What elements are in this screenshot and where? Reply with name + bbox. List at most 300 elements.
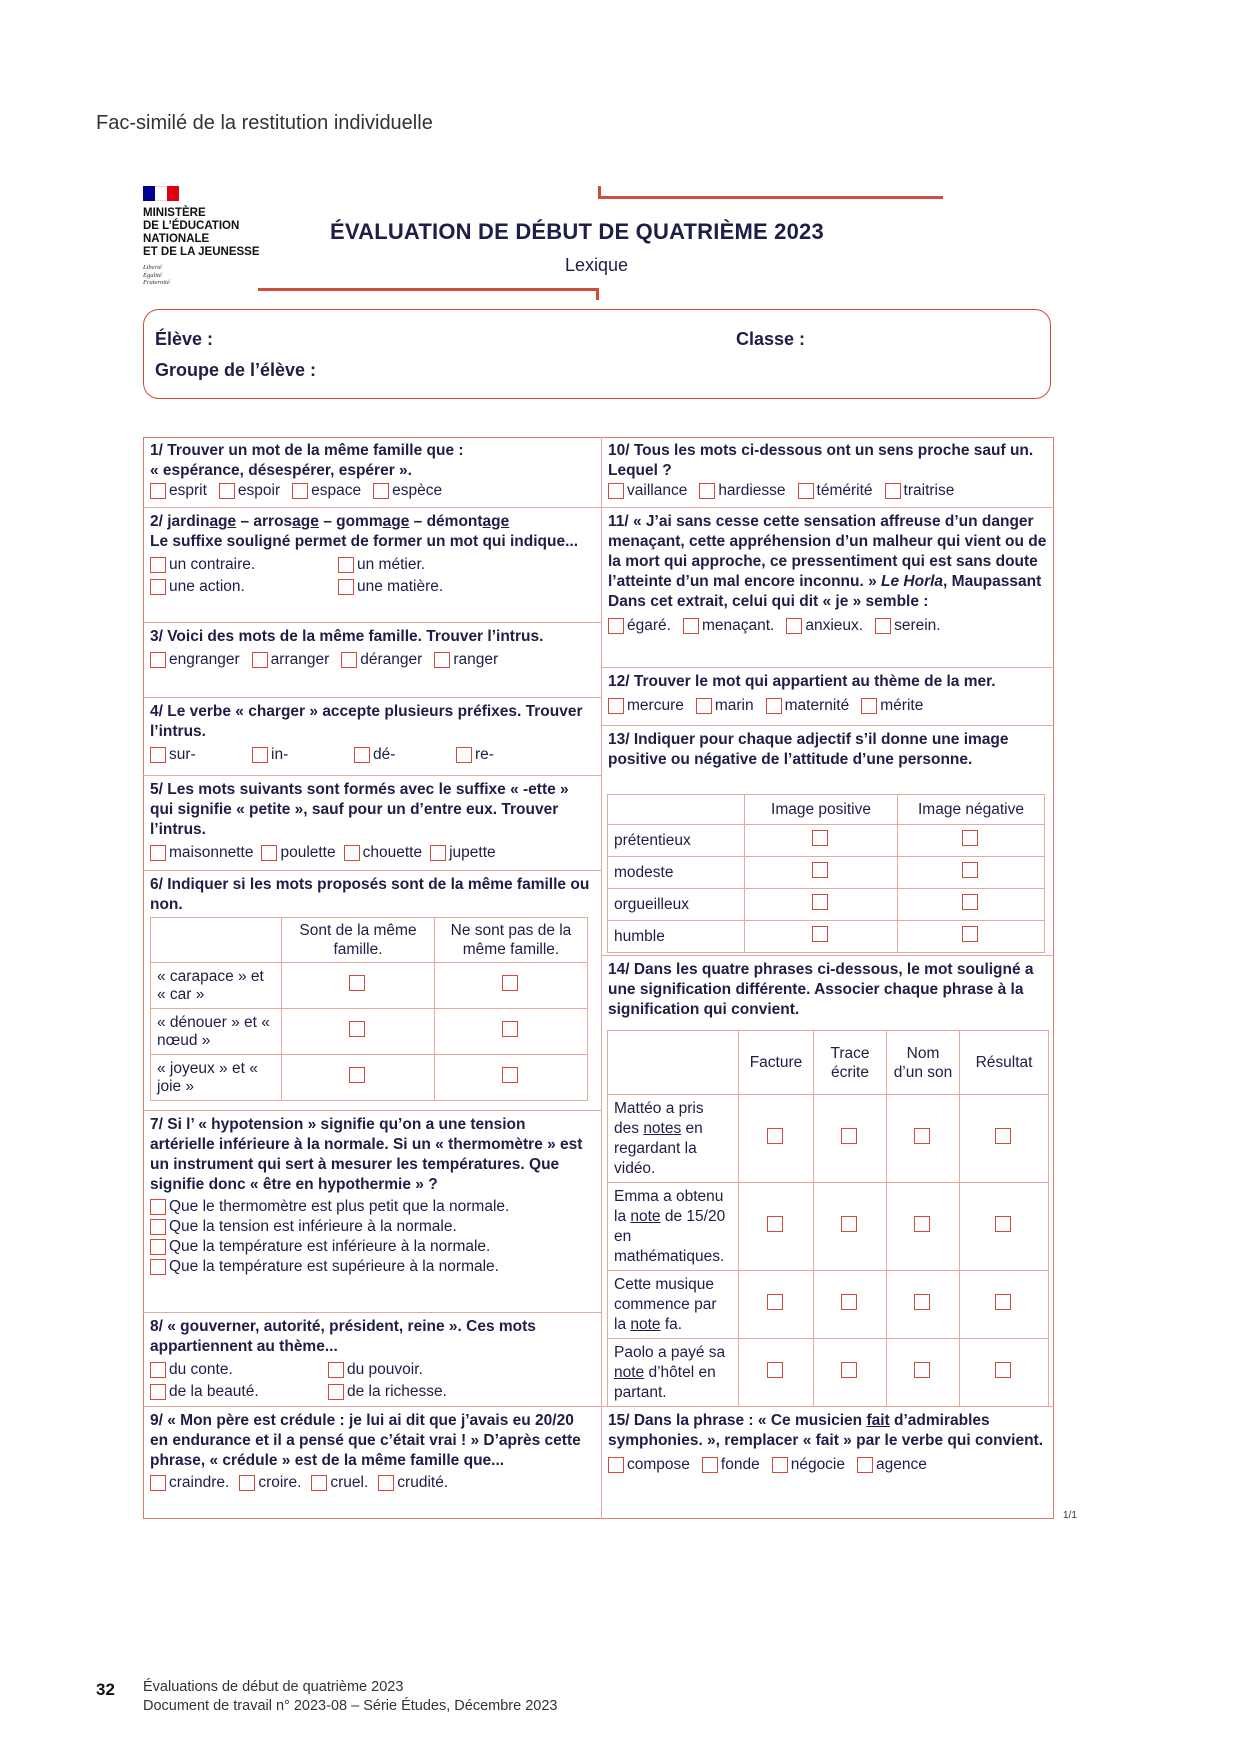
checkbox[interactable] — [841, 1216, 857, 1232]
underlined-suffix: age — [209, 513, 237, 530]
sentence-text: fa. — [660, 1315, 683, 1333]
student-group-label: Groupe de l’élève : — [155, 360, 317, 380]
option[interactable] — [150, 1237, 594, 1257]
row-label: prétentieux — [608, 825, 745, 857]
question-12-text: 12/ Trouver le mot qui appartient au thème de la mer. — [608, 673, 996, 690]
question-15-options — [608, 1455, 1047, 1475]
checkbox[interactable] — [344, 845, 360, 861]
option[interactable] — [766, 696, 850, 716]
checkbox[interactable] — [857, 1457, 873, 1473]
option-label: marin — [714, 697, 754, 714]
question-text: 15/ Dans la phrase : « Ce musicien — [608, 1412, 867, 1429]
option[interactable] — [354, 745, 444, 765]
checkbox[interactable] — [914, 1216, 930, 1232]
checkbox[interactable] — [995, 1216, 1011, 1232]
option[interactable] — [608, 481, 687, 501]
option-label: crudité. — [397, 1474, 449, 1491]
question-8-options — [150, 1360, 594, 1402]
checkbox[interactable] — [252, 652, 268, 668]
underlined-word: note — [630, 1207, 661, 1225]
option-label: hardiesse — [718, 482, 786, 499]
ministry-name-line: DE L’ÉDUCATION — [143, 220, 240, 232]
option[interactable] — [261, 843, 335, 863]
option-label: du pouvoir. — [347, 1361, 423, 1378]
option[interactable] — [150, 843, 253, 863]
option[interactable] — [328, 1360, 516, 1380]
checkbox[interactable] — [150, 1475, 166, 1491]
checkbox[interactable] — [373, 483, 389, 499]
checkbox[interactable] — [696, 698, 712, 714]
checkbox[interactable] — [995, 1128, 1011, 1144]
question-2-words — [150, 512, 594, 532]
sentence-text: d’hôtel en partant. — [614, 1363, 716, 1401]
checkbox[interactable] — [150, 1384, 166, 1400]
question-1-options — [150, 481, 594, 501]
checkbox[interactable] — [150, 652, 166, 668]
checkbox[interactable] — [349, 975, 365, 991]
question-3-text: 3/ Voici des mots de la même famille. Trouver l’intrus. — [150, 628, 544, 645]
checkbox[interactable] — [338, 557, 354, 573]
checkbox[interactable] — [150, 1362, 166, 1378]
option-label: vaillance — [627, 482, 688, 499]
checkbox[interactable] — [150, 557, 166, 573]
option-label: poulette — [280, 844, 336, 861]
option[interactable] — [683, 616, 774, 636]
option[interactable] — [338, 555, 526, 575]
underlined-word: note — [630, 1315, 661, 1333]
option[interactable] — [786, 616, 863, 636]
cell — [739, 1095, 814, 1183]
option-label: croire. — [258, 1474, 302, 1491]
student-info-box — [143, 309, 1051, 399]
question-5-text: 5/ Les mots suivants sont formés avec le suffixe « -ette » qui signifie « petite », sauf pour un d’entre eux. Trouver l’intrus. — [150, 781, 569, 838]
underlined-suffix: age — [292, 513, 319, 530]
cell — [745, 825, 898, 857]
document-title: ÉVALUATION DE DÉBUT DE QUATRIÈME 2023 — [330, 219, 824, 244]
question-11 — [601, 508, 1054, 636]
question-6-table — [150, 917, 588, 1101]
student-label: Élève : — [155, 329, 214, 349]
option[interactable] — [861, 696, 923, 716]
option[interactable] — [252, 745, 342, 765]
checkbox[interactable] — [766, 698, 782, 714]
cell — [745, 889, 898, 921]
option-label: du conte. — [169, 1361, 233, 1378]
checkbox[interactable] — [962, 830, 978, 846]
document-subtitle: Lexique — [565, 255, 629, 275]
checkbox[interactable] — [150, 1199, 166, 1215]
option-label: déranger — [360, 651, 423, 668]
checkbox[interactable] — [699, 483, 715, 499]
question-14 — [601, 956, 1054, 1020]
checkbox[interactable] — [798, 483, 814, 499]
cell — [814, 1339, 887, 1407]
checkbox[interactable] — [772, 1457, 788, 1473]
row-label: « dénouer » et « nœud » — [151, 1009, 282, 1055]
motto-line: Fraternité — [143, 279, 170, 286]
footer-line: Évaluations de début de quatrième 2023 — [143, 1679, 404, 1695]
quote-text: 11/ « J’ai sans cesse cette sensation affreuse d’un danger menaçant, cette appréhension d’un malheur qui vient ou de la mort qui approche, ce pressentiment qui est sans doute l’atteinte d’un mal encore inconnu. » — [608, 513, 1047, 590]
ministry-name-line: NATIONALE — [143, 233, 210, 245]
sentence-text: Paolo a payé sa — [614, 1343, 726, 1361]
cell — [960, 1183, 1049, 1271]
option[interactable] — [885, 481, 955, 501]
cell — [960, 1095, 1049, 1183]
checkbox[interactable] — [786, 618, 802, 634]
cell — [814, 1095, 887, 1183]
separator: – — [236, 513, 254, 530]
cell — [898, 825, 1045, 857]
header-line-top — [598, 196, 943, 199]
option[interactable] — [378, 1473, 448, 1493]
option-label: esprit — [169, 482, 207, 499]
word-stem: arros — [253, 513, 293, 530]
sentence-text: Emma a obtenu la — [614, 1187, 724, 1225]
option-label: un contraire. — [169, 556, 256, 573]
checkbox[interactable] — [338, 579, 354, 595]
separator: – — [318, 513, 337, 530]
option-label: arranger — [270, 651, 330, 668]
motto-line: Liberté — [143, 264, 162, 271]
checkbox[interactable] — [150, 1239, 166, 1255]
option-label: maisonnette — [169, 844, 254, 861]
checkbox[interactable] — [434, 652, 450, 668]
question-5 — [143, 776, 601, 863]
cell — [282, 1009, 435, 1055]
row-label: humble — [608, 921, 745, 953]
cell — [898, 857, 1045, 889]
option[interactable] — [150, 555, 326, 575]
checkbox[interactable] — [349, 1021, 365, 1037]
cell — [282, 1055, 435, 1101]
cell — [739, 1339, 814, 1407]
checkbox[interactable] — [608, 698, 624, 714]
option-label: agence — [876, 1456, 927, 1473]
question-14-text: 14/ Dans les quatre phrases ci-dessous, le mot souligné a une signification différente. Associer chaque phrase à la signification qui convient. — [608, 961, 1034, 1018]
option-label: serein. — [894, 617, 941, 634]
checkbox[interactable] — [608, 1457, 624, 1473]
checkbox[interactable] — [812, 862, 828, 878]
footer-line: Document de travail n° 2023-08 – Série Études, Décembre 2023 — [143, 1698, 558, 1714]
question-6 — [143, 871, 601, 915]
checkbox[interactable] — [150, 845, 166, 861]
class-label: Classe : — [736, 329, 806, 349]
checkbox[interactable] — [608, 618, 624, 634]
question-13-table — [607, 794, 1045, 953]
option-label: une action. — [169, 578, 245, 595]
question-13 — [601, 726, 1054, 770]
column-header: Résultat — [960, 1031, 1049, 1095]
cell — [745, 857, 898, 889]
option[interactable] — [608, 696, 684, 716]
checkbox[interactable] — [608, 483, 624, 499]
option[interactable] — [344, 843, 422, 863]
option-label: compose — [627, 1456, 690, 1473]
checkbox[interactable] — [914, 1362, 930, 1378]
option[interactable] — [702, 1455, 760, 1475]
underlined-word: note — [614, 1363, 645, 1381]
option[interactable] — [150, 1217, 594, 1237]
cell — [887, 1339, 960, 1407]
underlined-suffix: age — [382, 513, 410, 530]
option[interactable] — [338, 577, 526, 597]
option[interactable] — [150, 745, 240, 765]
option[interactable] — [150, 577, 326, 597]
option-label: Que la tension est inférieure à la normale. — [169, 1218, 457, 1235]
checkbox[interactable] — [150, 579, 166, 595]
cell — [435, 1009, 588, 1055]
table-corner — [608, 1031, 739, 1095]
cell — [960, 1339, 1049, 1407]
option-label: de la richesse. — [347, 1383, 447, 1400]
checkbox[interactable] — [328, 1362, 344, 1378]
sentence-cell — [608, 1271, 739, 1339]
option-label: négocie — [790, 1456, 845, 1473]
checkbox[interactable] — [812, 894, 828, 910]
sentence-cell — [608, 1183, 739, 1271]
sentence-cell — [608, 1339, 739, 1407]
option[interactable] — [150, 1473, 229, 1493]
underlined-suffix: age — [482, 513, 510, 530]
checkbox[interactable] — [841, 1362, 857, 1378]
option[interactable] — [798, 481, 873, 501]
question-11-options — [608, 616, 1047, 636]
column-header: Facture — [739, 1031, 814, 1095]
option[interactable] — [150, 1382, 316, 1402]
question-8-text: 8/ « gouverner, autorité, président, reine ». Ces mots appartiennent au thème... — [150, 1318, 536, 1355]
question-11-text: Dans cet extrait, celui qui dit « je » semble : — [608, 593, 929, 610]
option[interactable] — [328, 1382, 516, 1402]
option[interactable] — [150, 1257, 594, 1277]
checkbox[interactable] — [150, 747, 166, 763]
question-1 — [143, 437, 601, 501]
checkbox[interactable] — [861, 698, 877, 714]
checkbox[interactable] — [875, 618, 891, 634]
question-10 — [601, 437, 1054, 501]
option[interactable] — [341, 650, 422, 670]
column-header: Image négative — [898, 795, 1045, 825]
option[interactable] — [434, 650, 498, 670]
option-label: craindre. — [169, 1474, 230, 1491]
checkbox[interactable] — [914, 1294, 930, 1310]
option[interactable] — [311, 1473, 368, 1493]
option-label: mercure — [627, 697, 684, 714]
option-label: espace — [311, 482, 362, 499]
option[interactable] — [608, 616, 671, 636]
question-10-text: 10/ Tous les mots ci-dessous ont un sens proche sauf un. Lequel ? — [608, 442, 1034, 479]
option-label: in- — [271, 746, 289, 763]
checkbox[interactable] — [252, 747, 268, 763]
option-label: cruel. — [330, 1474, 369, 1491]
option[interactable] — [252, 650, 330, 670]
option[interactable] — [857, 1455, 927, 1475]
header-line-bottom-tick — [596, 288, 599, 300]
checkbox[interactable] — [767, 1294, 783, 1310]
option[interactable] — [608, 1455, 690, 1475]
checkbox[interactable] — [962, 926, 978, 942]
question-3 — [143, 623, 601, 670]
option[interactable] — [456, 745, 494, 765]
checkbox[interactable] — [292, 483, 308, 499]
option-label: engranger — [169, 651, 240, 668]
checkbox[interactable] — [962, 894, 978, 910]
option[interactable] — [696, 696, 754, 716]
sentence-text: de 15/20 en mathématiques. — [614, 1207, 726, 1265]
checkbox[interactable] — [841, 1128, 857, 1144]
checkbox[interactable] — [456, 747, 472, 763]
option[interactable] — [150, 1197, 594, 1217]
ministry-name-line: MINISTÈRE — [143, 207, 206, 219]
question-4-options — [150, 745, 594, 765]
question-15 — [601, 1407, 1054, 1475]
cell — [814, 1183, 887, 1271]
question-12-options — [608, 696, 1047, 716]
option[interactable] — [772, 1455, 845, 1475]
option-label: de la beauté. — [169, 1383, 259, 1400]
checkbox[interactable] — [502, 975, 518, 991]
option[interactable] — [150, 481, 207, 501]
row-label: « carapace » et « car » — [151, 963, 282, 1009]
option-label: espèce — [392, 482, 443, 499]
checkbox[interactable] — [150, 1259, 166, 1275]
option-label: un métier. — [357, 556, 426, 573]
option-label: traitrise — [903, 482, 955, 499]
column-header: Ne sont pas de la même famille. — [435, 918, 588, 963]
checkbox[interactable] — [812, 926, 828, 942]
question-13-text: 13/ Indiquer pour chaque adjectif s’il donne une image positive ou négative de l’attitude d’une personne. — [608, 731, 1009, 768]
checkbox[interactable] — [812, 830, 828, 846]
question-3-options — [150, 650, 594, 670]
question-9-options — [150, 1473, 594, 1493]
question-number: 2/ — [150, 513, 168, 530]
option[interactable] — [239, 1473, 301, 1493]
question-15-text — [608, 1411, 1047, 1451]
option-label: maternité — [784, 697, 850, 714]
column-header: Nom d’un son — [887, 1031, 960, 1095]
checkbox[interactable] — [378, 1475, 394, 1491]
question-2-text: Le suffixe souligné permet de former un mot qui indique... — [150, 533, 579, 550]
question-7 — [143, 1111, 601, 1277]
option-label: Que la température est supérieure à la normale. — [169, 1258, 499, 1275]
checkbox[interactable] — [502, 1067, 518, 1083]
question-7-options — [150, 1197, 594, 1277]
question-12 — [601, 668, 1054, 716]
question-1-text: « espérance, désespérer, espérer ». — [150, 462, 412, 479]
option[interactable] — [699, 481, 785, 501]
row-label: « joyeux » et « joie » — [151, 1055, 282, 1101]
option-label: re- — [475, 746, 494, 763]
checkbox[interactable] — [261, 845, 277, 861]
checkbox[interactable] — [150, 483, 166, 499]
checkbox[interactable] — [311, 1475, 327, 1491]
cell — [435, 1055, 588, 1101]
sentence-text: en regardant la vidéo. — [614, 1119, 703, 1177]
cell — [435, 963, 588, 1009]
sentence-text: Cette musique commence par la — [614, 1275, 717, 1333]
header-line-bottom — [258, 288, 598, 291]
option[interactable] — [373, 481, 442, 501]
option-label: Que la température est inférieure à la normale. — [169, 1238, 491, 1255]
checkbox[interactable] — [150, 1219, 166, 1235]
underlined-word: notes — [643, 1119, 682, 1137]
option-label: dé- — [373, 746, 396, 763]
question-2-options — [150, 555, 594, 597]
checkbox[interactable] — [914, 1128, 930, 1144]
checkbox[interactable] — [219, 483, 235, 499]
checkbox[interactable] — [841, 1294, 857, 1310]
option[interactable] — [150, 1360, 316, 1380]
checkbox[interactable] — [354, 747, 370, 763]
question-6-text: 6/ Indiquer si les mots proposés sont de la même famille ou non. — [150, 876, 590, 913]
checkbox[interactable] — [239, 1475, 255, 1491]
cell — [745, 921, 898, 953]
checkbox[interactable] — [702, 1457, 718, 1473]
cell — [887, 1271, 960, 1339]
question-text: d’admirables symphonies. », remplacer « fait » par le verbe qui convient. — [608, 1412, 1044, 1449]
cell — [898, 889, 1045, 921]
checkbox[interactable] — [995, 1362, 1011, 1378]
option-label: chouette — [362, 844, 423, 861]
option[interactable] — [219, 481, 280, 501]
word-stem: démont — [426, 513, 483, 530]
option-label: une matière. — [357, 578, 444, 595]
work-title: Le Horla — [881, 573, 944, 590]
checkbox[interactable] — [341, 652, 357, 668]
checkbox[interactable] — [995, 1294, 1011, 1310]
option-label: Que le thermomètre est plus petit que la normale. — [169, 1198, 510, 1215]
cell — [739, 1271, 814, 1339]
checkbox[interactable] — [328, 1384, 344, 1400]
question-4-text: 4/ Le verbe « charger » accepte plusieurs préfixes. Trouver l’intrus. — [150, 703, 583, 740]
table-corner — [151, 918, 282, 963]
question-4 — [143, 698, 601, 765]
french-flag-icon — [143, 186, 179, 201]
checkbox[interactable] — [885, 483, 901, 499]
checkbox[interactable] — [502, 1021, 518, 1037]
checkbox[interactable] — [349, 1067, 365, 1083]
cell — [960, 1271, 1049, 1339]
checkbox[interactable] — [430, 845, 446, 861]
page-number: 32 — [96, 1680, 115, 1699]
option-label: anxieux. — [805, 617, 864, 634]
option[interactable] — [150, 650, 240, 670]
table-corner — [608, 795, 745, 825]
republic-motto — [143, 264, 283, 287]
option[interactable] — [430, 843, 496, 863]
option[interactable] — [292, 481, 361, 501]
question-7-text: 7/ Si l’ « hypotension » signifie qu’on a une tension artérielle inférieure à la normale. Si un « thermomètre » est un instrument qui sert à mesurer les températures. Que signifie donc « être en hypothermie » ? — [150, 1116, 583, 1193]
author: , Maupassant — [943, 573, 1042, 590]
option-label: sur- — [169, 746, 196, 763]
ministry-logo — [143, 186, 283, 287]
checkbox[interactable] — [683, 618, 699, 634]
cell — [887, 1183, 960, 1271]
checkbox[interactable] — [767, 1128, 783, 1144]
option[interactable] — [875, 616, 941, 636]
checkbox[interactable] — [767, 1362, 783, 1378]
cell — [282, 963, 435, 1009]
checkbox[interactable] — [767, 1216, 783, 1232]
question-2 — [143, 508, 601, 597]
question-8 — [143, 1313, 601, 1402]
checkbox[interactable] — [962, 862, 978, 878]
separator: – — [409, 513, 427, 530]
option-label: fonde — [720, 1456, 760, 1473]
question-10-options — [608, 481, 1047, 501]
question-11-quote — [608, 512, 1047, 592]
option-label: jupette — [449, 844, 496, 861]
question-5-options — [150, 843, 594, 863]
